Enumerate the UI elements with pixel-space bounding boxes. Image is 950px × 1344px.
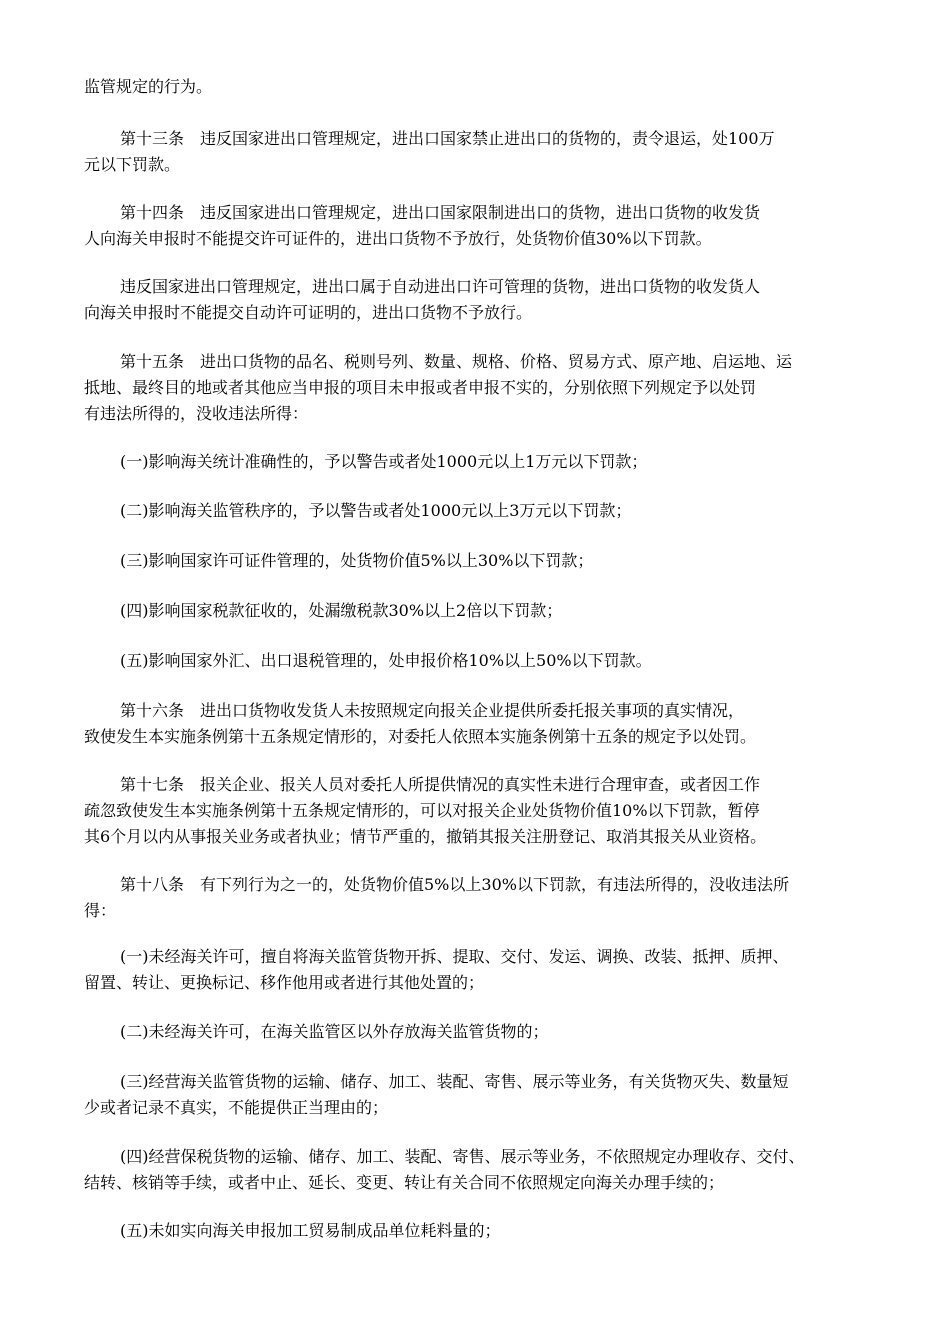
paragraph-line: (一)未经海关许可，擅自将海关监管货物开拆、提取、交付、发运、调换、改装、抵押、质押、 [120, 947, 789, 966]
paragraph [84, 274, 874, 326]
paragraph-line: 致使发生本实施条例第十五条规定情形的，对委托人依照本实施条例第十五条的规定予以处罚。 [84, 727, 757, 746]
paragraph [84, 200, 874, 252]
paragraph [84, 1069, 874, 1121]
paragraph-line: 第十六条 进出口货物收发货人未按照规定向报关企业提供所委托报关事项的真实情况， [120, 701, 745, 720]
paragraph-line: 第十四条 违反国家进出口管理规定，进出口国家限制进出口的货物，进出口货物的收发货 [120, 203, 761, 222]
paragraph-line: 疏忽致使发生本实施条例第十五条规定情形的，可以对报关企业处货物价值10%以下罚款，暂停 [84, 801, 760, 820]
paragraph-line: 第十五条 进出口货物的品名、税则号列、数量、规格、价格、贸易方式、原产地、启运地、运 [120, 352, 793, 371]
paragraph [84, 648, 874, 674]
paragraph [84, 698, 874, 750]
paragraph-line: (二)未经海关许可，在海关监管区以外存放海关监管货物的； [120, 1022, 549, 1041]
paragraph-line: (一)影响海关统计准确性的，予以警告或者处1000元以上1万元以下罚款； [120, 452, 648, 471]
paragraph-line: 第十三条 违反国家进出口管理规定，进出口国家禁止进出口的货物的，责令退运，处100万 [120, 129, 775, 148]
paragraph-line: 结转、核销等手续，或者中止、延长、变更、转让有关合同不依照规定向海关办理手续的； [84, 1173, 725, 1192]
paragraph-line: (四)经营保税货物的运输、储存、加工、装配、寄售、展示等业务，不依照规定办理收存、交付、 [120, 1147, 805, 1166]
paragraph [84, 1019, 874, 1045]
paragraph-line: (三)影响国家许可证件管理的，处货物价值5%以上30%以下罚款； [120, 551, 594, 570]
paragraph-line: 抵地、最终目的地或者其他应当申报的项目未申报或者申报不实的，分别依照下列规定予以处罚 [84, 378, 757, 397]
paragraph [84, 1218, 874, 1244]
paragraph-line: (二)影响海关监管秩序的，予以警告或者处1000元以上3万元以下罚款； [120, 501, 632, 520]
paragraph [84, 772, 874, 850]
paragraph-line: 监管规定的行为。 [84, 77, 213, 96]
paragraph-line: (三)经营海关监管货物的运输、储存、加工、装配、寄售、展示等业务，有关货物灭失、数量短 [120, 1072, 789, 1091]
paragraph [84, 548, 874, 574]
paragraph [84, 944, 874, 996]
paragraph-line: 违反国家进出口管理规定，进出口属于自动进出口许可管理的货物，进出口货物的收发货人 [120, 277, 761, 296]
paragraph [84, 126, 874, 178]
paragraph [84, 598, 874, 624]
paragraph-line: (四)影响国家税款征收的，处漏缴税款30%以上2倍以下罚款； [120, 601, 563, 620]
paragraph [84, 1144, 874, 1196]
paragraph [84, 449, 874, 475]
paragraph [84, 498, 874, 524]
paragraph [84, 74, 874, 100]
paragraph-line: 向海关申报时不能提交自动许可证明的，进出口货物不予放行。 [84, 303, 533, 322]
paragraph-line: 其6个月以内从事报关业务或者执业；情节严重的，撤销其报关注册登记、取消其报关从业资格。 [84, 827, 767, 846]
paragraph-line: 少或者记录不真实，不能提供正当理由的； [84, 1098, 389, 1117]
paragraph-line: 人向海关申报时不能提交许可证件的，进出口货物不予放行，处货物价值30%以下罚款。 [84, 229, 712, 248]
paragraph [84, 349, 874, 427]
paragraph-line: 有违法所得的，没收违法所得： [84, 404, 309, 423]
paragraph-line: 第十七条 报关企业、报关人员对委托人所提供情况的真实性未进行合理审查，或者因工作 [120, 775, 761, 794]
paragraph-line: 留置、转让、更换标记、移作他用或者进行其他处置的； [84, 973, 485, 992]
paragraph-line: 得： [84, 901, 117, 920]
paragraph-line: (五)影响国家外汇、出口退税管理的，处申报价格10%以上50%以下罚款。 [120, 651, 652, 670]
paragraph-line: (五)未如实向海关申报加工贸易制成品单位耗料量的； [120, 1221, 501, 1240]
paragraph-line: 元以下罚款。 [84, 155, 181, 174]
paragraph [84, 872, 874, 924]
paragraph-line: 第十八条 有下列行为之一的，处货物价值5%以上30%以下罚款，有违法所得的，没收违法所 [120, 875, 789, 894]
